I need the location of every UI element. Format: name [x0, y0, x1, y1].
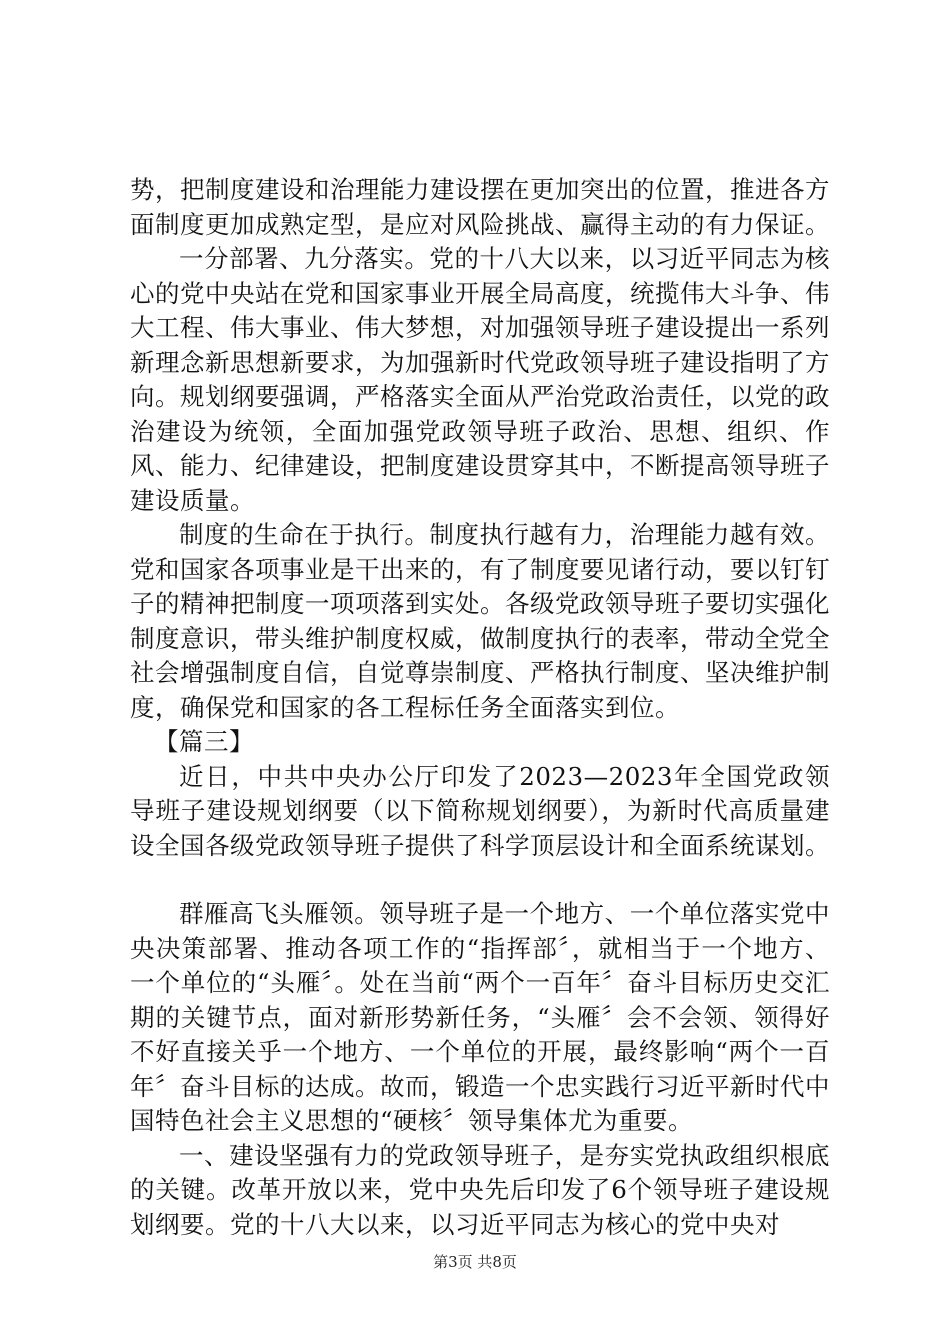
paragraph-execution: 制度的生命在于执行。制度执行越有力，治理能力越有效。党和国家各项事业是干出来的，有了制度要见诸行动，要以钉钉子的精神把制度一项项落到实处。各级党政领导班子要切实强化制度意识，带头维护制度权威，做制度执行的表率，带动全党全社会增强制度自信，自觉尊崇制度、严格执行制度、坚决维护制度，确保党和国家的各工程标任务全面落实到位。 [130, 520, 830, 722]
paragraph-recently: 近日，中共中央办公厅印发了2023—2023年全国党政领导班子建设规划纲要（以下简称规划纲要），为新时代高质量建设全国各级党政领导班子提供了科学顶层设计和全面系统谋划。 [130, 761, 830, 860]
paragraph-lead-goose: 群雁高飞头雁领。领导班子是一个地方、一个单位落实党中央决策部署、推动各项工作的“指挥部〞，就相当于一个地方、一个单位的“头雁〞。处在当前“两个一百年〞奋斗目标历史交汇期的关键节点，面对新形势新任务，“头雁〞会不会领、领得好不好直接关乎一个地方、一个单位的开展，最终影响“两个一百年〞奋斗目标的达成。故而，锻造一个忠实践行习近平新时代中国特色社会主义思想的“硬核〞领导集体尤为重要。 [130, 899, 830, 1135]
section-heading-part-three: 【篇三】 [154, 727, 254, 756]
paragraph-point-one: 一、建设坚强有力的党政领导班子，是夯实党执政组织根底的关键。改革开放以来，党中央先后印发了6个领导班子建设规划纲要。党的十八大以来，以习近平同志为核心的党中央对 [130, 1140, 830, 1239]
page-footer: 第3页 共8页 [433, 1253, 517, 1271]
blank-line [130, 863, 830, 897]
paragraph-implementation: 一分部署、九分落实。党的十八大以来，以习近平同志为核心的党中央站在党和国家事业开展全局高度，统揽伟大斗争、伟大工程、伟大事业、伟大梦想，对加强领导班子建设提出一系列新理念新思想新要求，为加强新时代党政领导班子建设指明了方向。规划纲要强调，严格落实全面从严治党政治责任，以党的政治建设为统领，全面加强党政领导班子政治、思想、组织、作风、能力、纪律建设，把制度建设贯穿其中，不断提高领导班子建设质量。 [130, 244, 830, 515]
paragraph-continuation: 势，把制度建设和治理能力建设摆在更加突出的位置，推进各方面制度更加成熟定型，是应对风险挑战、赢得主动的有力保证。 [130, 175, 830, 239]
document-body [130, 173, 830, 1242]
